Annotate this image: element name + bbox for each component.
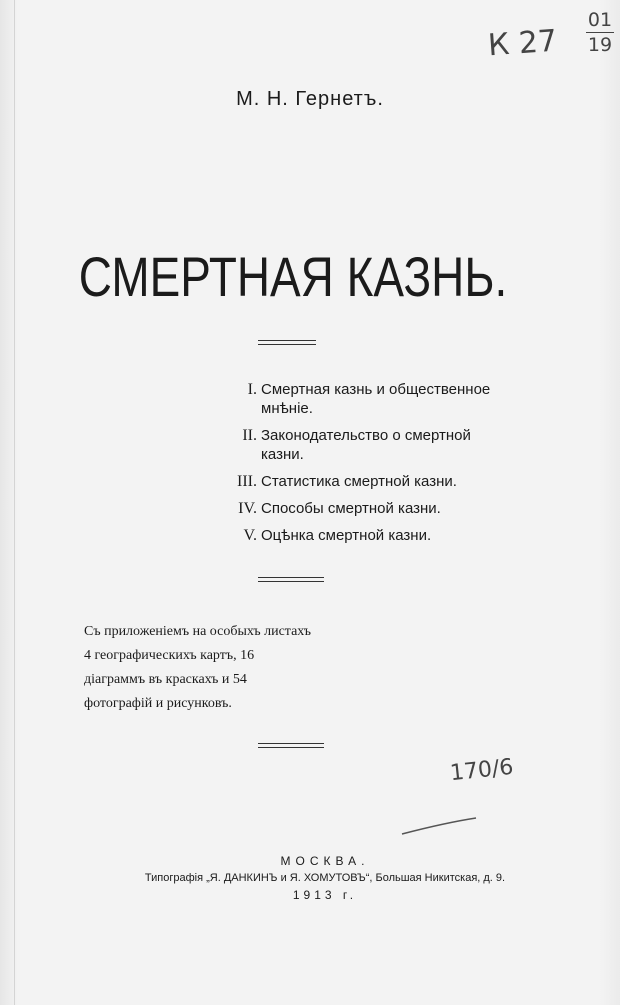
imprint-city: МОСКВА. — [280, 854, 370, 868]
toc-number: III. — [237, 473, 257, 490]
shelfmark-fraction — [586, 8, 614, 57]
author-name: М. Н. Гернетъ. — [236, 88, 384, 110]
table-of-contents — [225, 380, 505, 553]
imprint — [0, 853, 620, 904]
toc-item — [225, 380, 505, 418]
book-title: СМЕРТНАЯ КАЗНЬ. — [78, 245, 508, 308]
fraction-top: 01 — [587, 9, 613, 31]
fraction-bottom: 19 — [587, 34, 613, 56]
shelfmark-text: К 27 — [486, 23, 559, 64]
imprint-press: Типографія „Я. ДАНКИНЪ и Я. ХОМУТОВЪ“, Большая Никитская, д. 9. — [144, 872, 506, 884]
toc-text: Статистика смертной казни. — [261, 473, 457, 490]
toc-item — [225, 426, 505, 464]
imprint-year: 1913 г. — [292, 888, 358, 902]
toc-number: II. — [242, 427, 257, 444]
toc-text: Смертная казнь и общественное мнѣніе. — [261, 381, 491, 417]
divider-rule — [258, 340, 316, 345]
inventory-note: 170/6 — [448, 754, 515, 787]
toc-number: IV. — [238, 500, 257, 517]
toc-number: V. — [243, 527, 257, 544]
toc-item — [225, 472, 505, 491]
toc-item — [225, 499, 505, 518]
toc-text: Законодательство о смертной казни. — [261, 427, 471, 463]
divider-rule — [258, 577, 324, 582]
toc-text: Способы смертной казни. — [261, 500, 441, 517]
toc-item — [225, 526, 505, 545]
appendix-note: Съ приложеніемъ на особыхъ листахъ 4 географическихъ картъ, 16 діаграммъ въ краскахъ и 54 фотографій и рисунковъ. — [84, 624, 312, 711]
toc-number: I. — [247, 381, 257, 398]
toc-text: Оцѣнка смертной казни. — [261, 527, 432, 544]
pencil-stroke — [400, 812, 480, 838]
divider-rule — [258, 743, 324, 748]
shelfmark-note — [487, 24, 558, 64]
